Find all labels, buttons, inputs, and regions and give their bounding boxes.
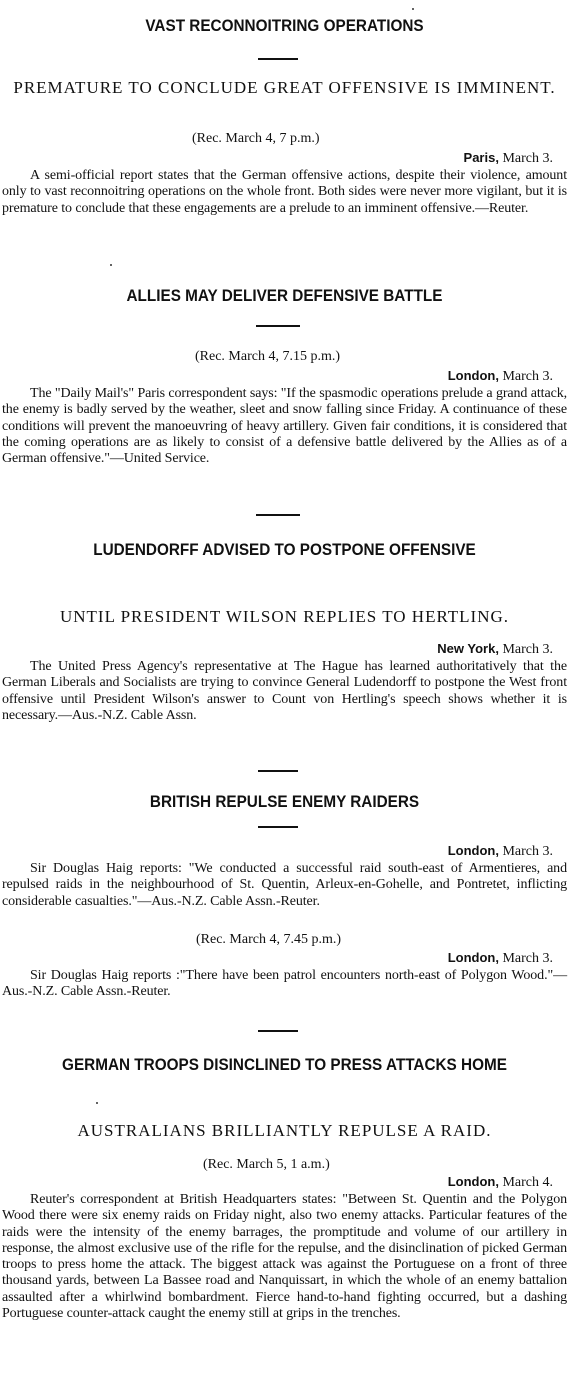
divider-rule: [258, 770, 298, 772]
scan-speck: [412, 8, 414, 10]
dateline-place: London,: [447, 368, 499, 383]
subheadline: UNTIL PRESIDENT WILSON REPLIES TO HERTLING.: [59, 607, 510, 626]
headline: VAST RECONNOITRING OPERATIONS: [145, 16, 424, 35]
dateline-date: March 3.: [502, 151, 553, 166]
article-body: Sir Douglas Haig reports: "We conducted a successful raid south-east of Armentieres, and repulsed raids in the neighbourhood of St. Quentin, Arleux-en-Gohelle, and Pontretet, inflicting considerable casualties."—Aus.-N.Z. Cable Assn.-Reuter.: [2, 861, 567, 909]
subheadline: PREMATURE TO CONCLUDE GREAT OFFENSIVE IS IMMINENT.: [13, 78, 556, 97]
dateline-place: London,: [447, 843, 499, 858]
dateline-place: London,: [447, 950, 499, 965]
article-body: Sir Douglas Haig reports :"There have been patrol encounters north-east of Polygon Wood."—Aus.-N.Z. Cable Assn.-Reuter.: [2, 968, 567, 1000]
divider-rule: [258, 826, 298, 828]
dateline: [437, 641, 553, 658]
article-body: A semi-official report states that the German offensive actions, despite their violence, amount only to vast reconnoitring operations on the whole front. Both sides were never more vigilant, but it is premature to conclude that these engagements are a prelude to an imminent offensive.—Reuter.: [2, 168, 567, 216]
article-body: Reuter's correspondent at British Headquarters states: "Between St. Quentin and the Polygon Wood there were six enemy raids on Friday night, also two enemy attacks. Particular features of the raids were the intensity of the enemy barrages, the promptitude and volume of our artillery in response, the almost exclusive use of the rifle for the repulse, and the disinclination of picked German troops to press home the attack. The biggest attack was against the Portuguese on a front of three thousand yards, between La Bassee road and Nanquissart, in which the whole of an enemy battalion assaulted after a whirlwind bombardment. Fierce hand-to-hand fighting occurred, but a dashing Portuguese counter-attack caught the enemy still at grips in the trenches.: [2, 1192, 567, 1322]
article-body: The United Press Agency's representative at The Hague has learned authoritatively that the German Liberals and Socialists are trying to convince General Ludendorff to postpone the West front offensive until President Wilson's answer to Count von Hertling's speech shows whether it is necessary.—Aus.-N.Z. Cable Assn.: [2, 659, 567, 723]
subheadline: AUSTRALIANS BRILLIANTLY REPULSE A RAID.: [77, 1121, 492, 1140]
dateline-date: March 3.: [502, 642, 553, 657]
divider-rule: [258, 1030, 298, 1032]
headline: GERMAN TROOPS DISINCLINED TO PRESS ATTACKS HOME: [62, 1055, 507, 1074]
dateline: [448, 843, 553, 860]
headline: ALLIES MAY DELIVER DEFENSIVE BATTLE: [126, 286, 443, 305]
divider-rule: [258, 58, 298, 60]
dateline-place: London,: [447, 1174, 499, 1189]
received-time: (Rec. March 4, 7.45 p.m.): [196, 932, 342, 947]
dateline: [448, 368, 553, 385]
scan-speck: [110, 264, 112, 266]
dateline: [448, 950, 553, 967]
scan-speck: [96, 1102, 98, 1104]
received-time: (Rec. March 4, 7.15 p.m.): [195, 349, 341, 364]
headline: BRITISH REPULSE ENEMY RAIDERS: [149, 792, 420, 811]
dateline: [464, 150, 553, 167]
received-time: (Rec. March 5, 1 a.m.): [203, 1157, 330, 1172]
received-time: (Rec. March 4, 7 p.m.): [192, 131, 320, 146]
dateline-date: March 3.: [502, 844, 553, 859]
dateline-place: New York,: [437, 641, 499, 656]
dateline-date: March 3.: [502, 951, 553, 966]
headline: LUDENDORFF ADVISED TO POSTPONE OFFENSIVE: [93, 540, 476, 559]
dateline-date: March 4.: [502, 1175, 553, 1190]
article-body: The "Daily Mail's" Paris correspondent says: "If the spasmodic operations prelude a grand attack, the enemy is badly served by the weather, sleet and snow falling since Friday. A continuance of these conditions will prevent the manoeuvring of heavy artillery. Given fair conditions, it is considered that the coming operations are as likely to consist of a defensive battle delivered by the Allies as of a German offensive."—United Service.: [2, 386, 567, 467]
dateline-place: Paris,: [463, 150, 499, 165]
dateline: [448, 1174, 553, 1191]
divider-rule: [256, 325, 300, 327]
dateline-date: March 3.: [502, 369, 553, 384]
divider-rule: [256, 514, 300, 516]
